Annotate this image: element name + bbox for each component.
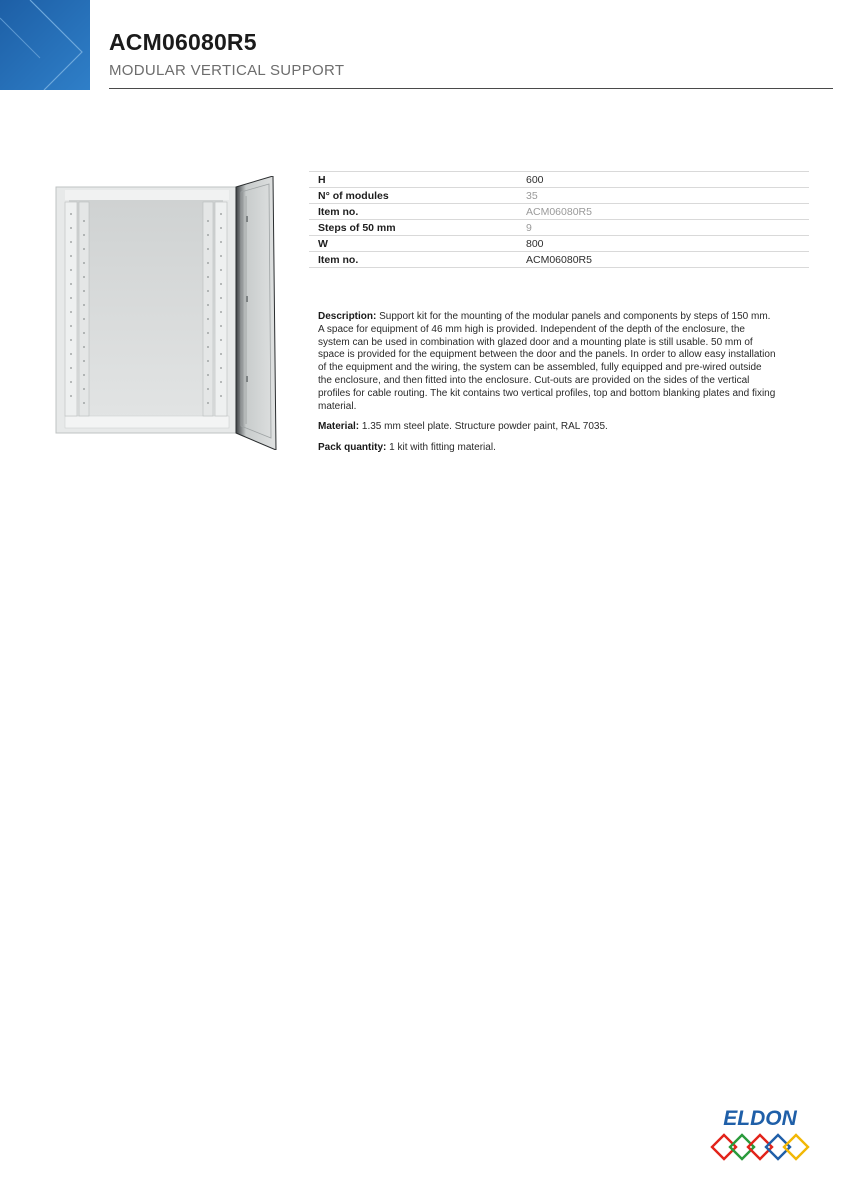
material-paragraph <box>318 421 776 434</box>
description-text: Support kit for the mounting of the modular panels and components by steps of 150 mm. A space for equipment of 46 mm high is provided. Independent of the depth of the enclosure, the system can be used in combination with glazed door and a mounting plate is still usable. 50 mm of space is provided for the equipment between the door and the panels. In order to allow easy installation of the equipment and the wiring, the system can be assembled, fully equipped and pre-wired outside the enclosure, and then fitted into the enclosure. Cut-outs are provided on the sides of the vertical profiles for cable routing. The kit contains two vertical profiles, top and bottom blanking plates and fixing material. <box>318 311 776 412</box>
description-block <box>318 311 776 463</box>
spec-row <box>309 220 809 236</box>
logo-diamond <box>730 1135 754 1159</box>
spec-value: 600 <box>517 172 809 188</box>
spec-row <box>309 252 809 268</box>
spec-row <box>309 204 809 220</box>
spec-row <box>309 172 809 188</box>
spec-value: 800 <box>517 236 809 252</box>
header-divider <box>109 88 833 89</box>
eldon-logo <box>710 1105 812 1165</box>
logo-wordmark: ELDON <box>723 1107 797 1130</box>
material-label: Material: <box>318 421 360 433</box>
logo-diamond <box>766 1135 790 1159</box>
pack-text: 1 kit with fitting material. <box>389 442 496 454</box>
spec-value: ACM06080R5 <box>517 252 809 268</box>
logo-diamond <box>748 1135 772 1159</box>
pack-paragraph <box>318 442 776 455</box>
spec-row <box>309 236 809 252</box>
material-text: 1.35 mm steel plate. Structure powder paint, RAL 7035. <box>361 421 608 433</box>
description-paragraph <box>318 311 776 413</box>
spec-value: 9 <box>517 220 809 236</box>
spec-label: H <box>309 172 517 188</box>
spec-label: N° of modules <box>309 188 517 204</box>
corner-decoration <box>0 0 90 90</box>
spec-row <box>309 188 809 204</box>
logo-diamond <box>784 1135 808 1159</box>
description-label: Description: <box>318 311 377 322</box>
pack-label: Pack quantity: <box>318 442 387 454</box>
spec-label: Item no. <box>309 204 517 220</box>
page-subtitle: MODULAR VERTICAL SUPPORT <box>109 62 345 79</box>
spec-label: Item no. <box>309 252 517 268</box>
spec-label: Steps of 50 mm <box>309 220 517 236</box>
spec-table <box>309 171 809 268</box>
spec-value: ACM06080R5 <box>517 204 809 220</box>
product-image <box>55 176 277 450</box>
spec-value: 35 <box>517 188 809 204</box>
logo-diamond <box>712 1135 736 1159</box>
spec-label: W <box>309 236 517 252</box>
page-title: ACM06080R5 <box>109 29 257 55</box>
